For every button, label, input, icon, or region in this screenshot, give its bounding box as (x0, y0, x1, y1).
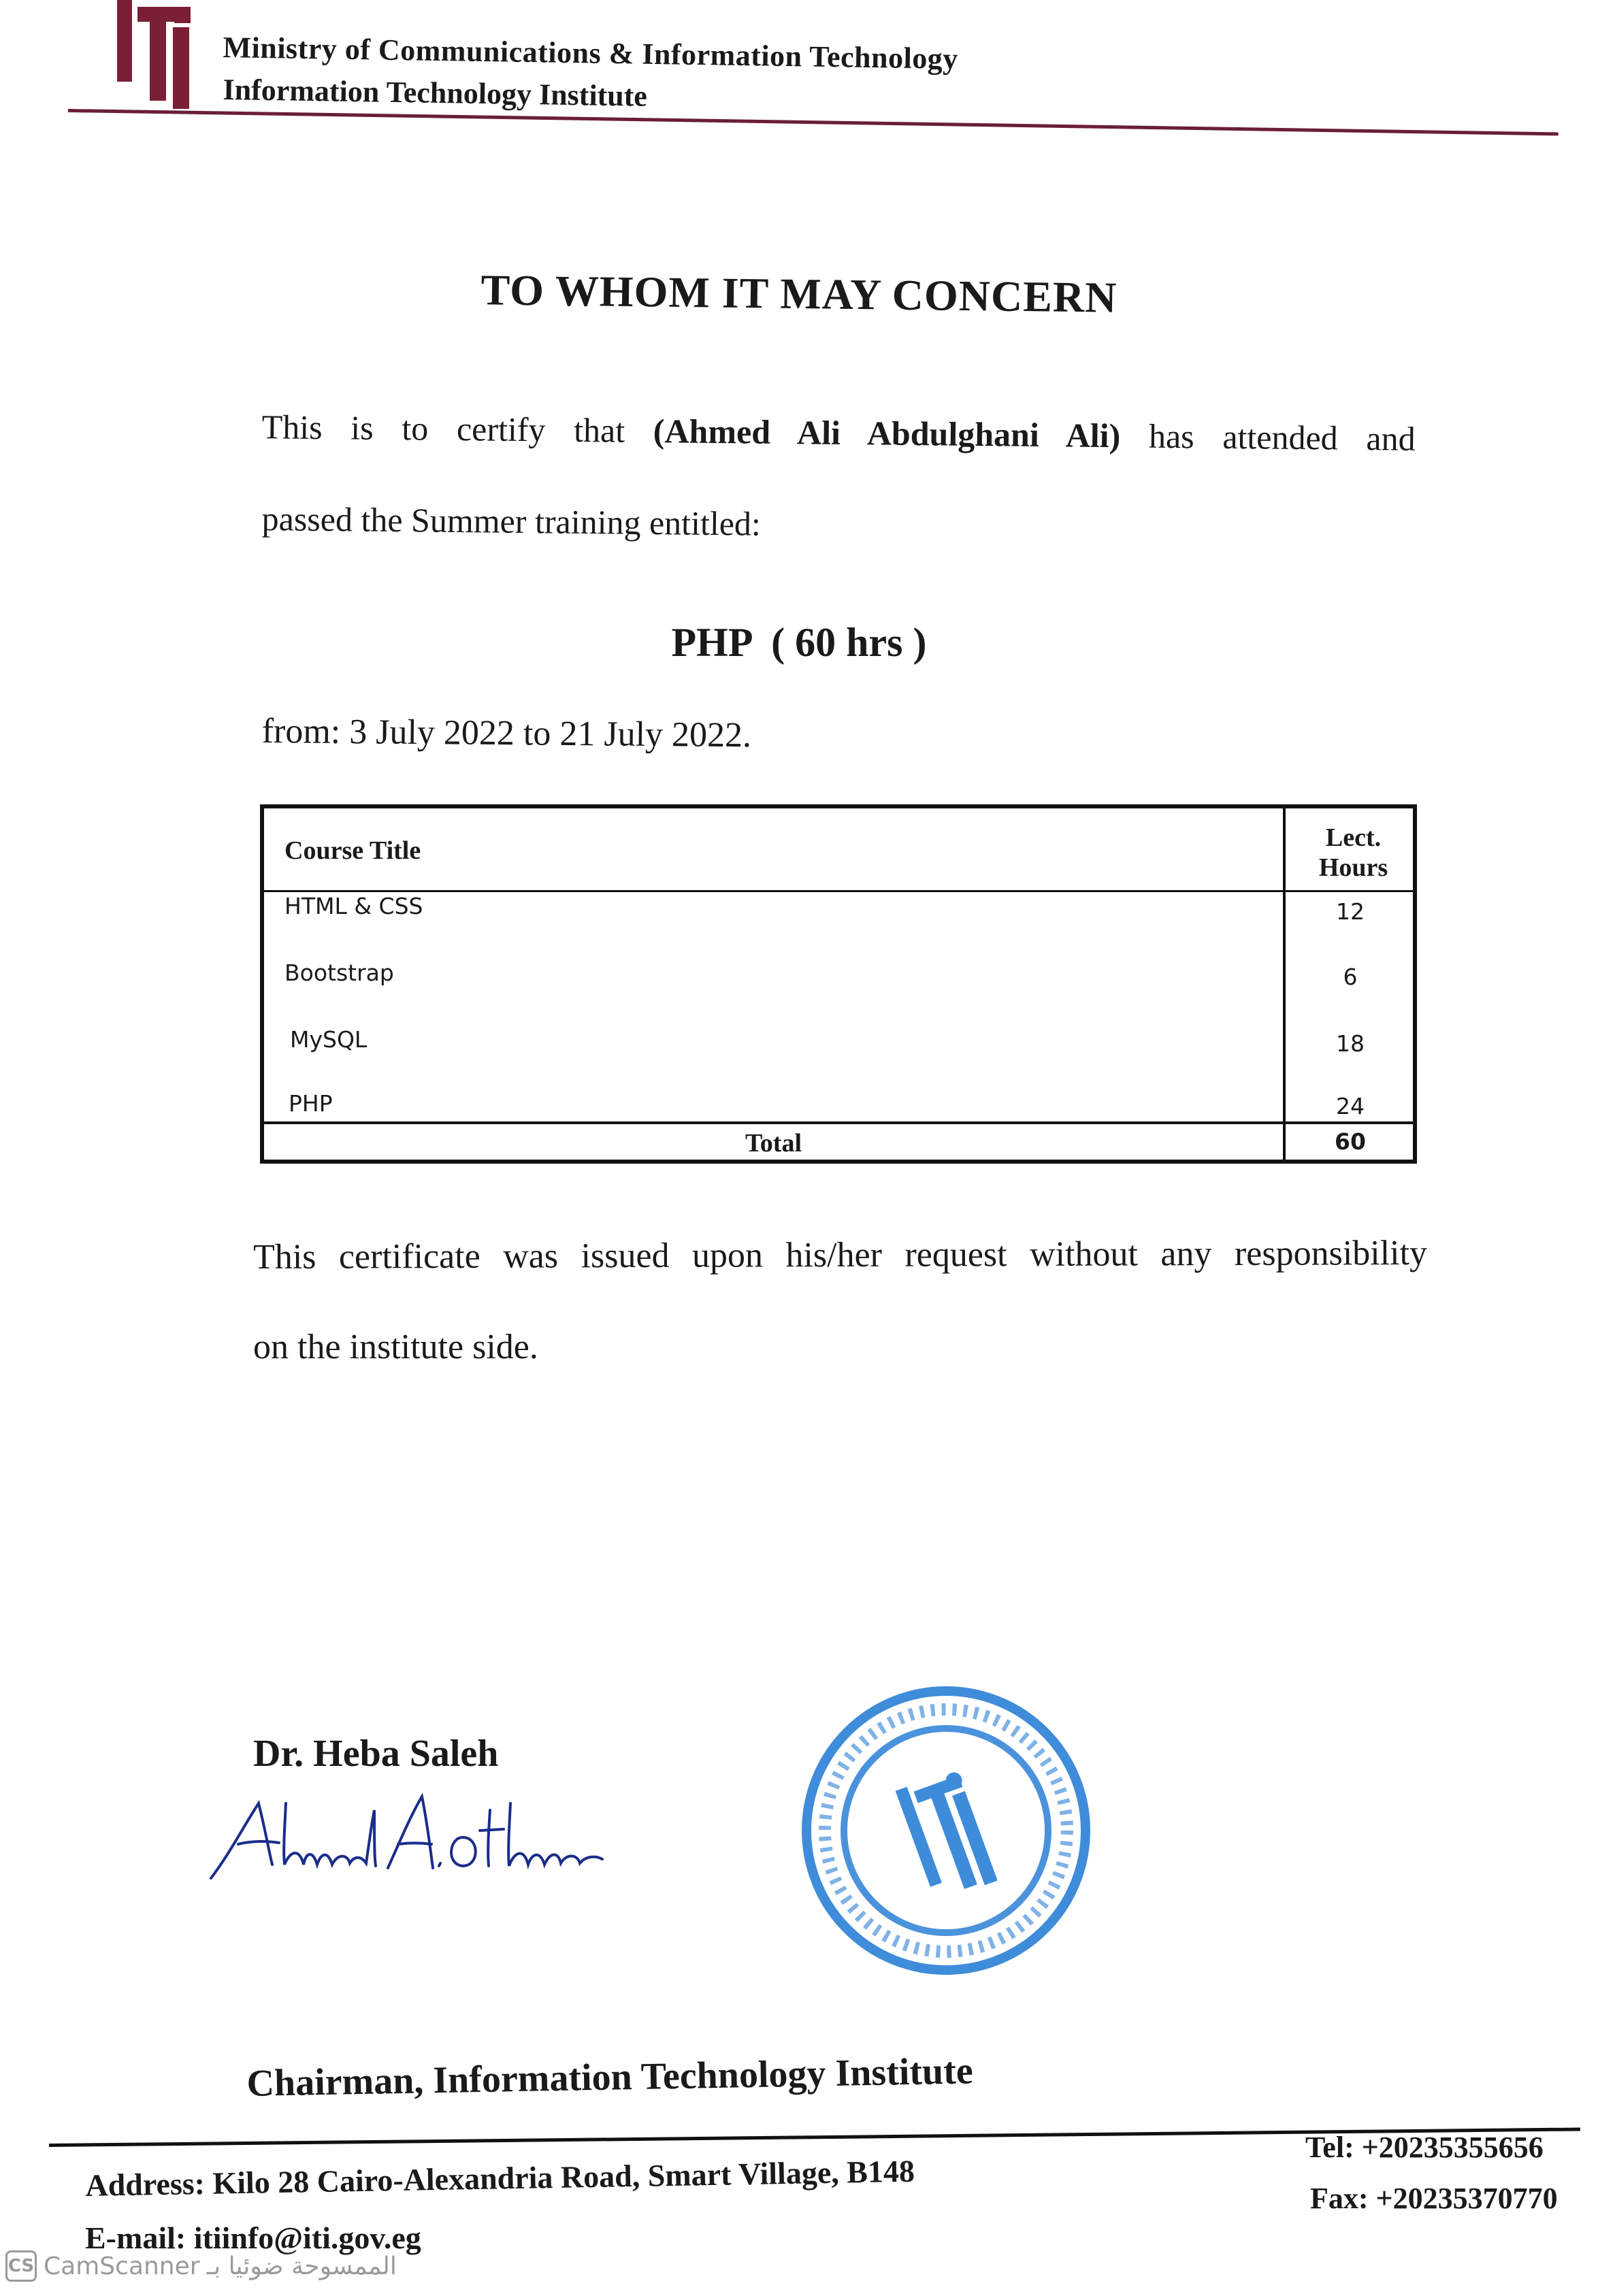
table-row-title: HTML & CSS (284, 893, 423, 919)
certify-line (261, 408, 1415, 458)
course-table (260, 804, 1417, 1164)
table-row-hours: 6 (1343, 964, 1358, 990)
column-header-lect-hours (1286, 823, 1421, 883)
camscanner-icon: CS (5, 2250, 37, 2282)
signer-name: Dr. Heba Saleh (253, 1733, 499, 1775)
footer-fax: Fax: +20235370770 (1310, 2182, 1558, 2215)
iti-seal-icon (789, 1674, 1103, 1987)
total-value: 60 (1335, 1128, 1366, 1155)
table-row-title: PHP (289, 1090, 333, 1117)
certify-suffix: has attended and (1148, 416, 1416, 458)
chairman-title: Chairman, Information Technology Institute (246, 2050, 974, 2105)
header-divider (68, 109, 1559, 135)
certify-prefix: This is to certify that (261, 408, 625, 450)
camscanner-watermark (5, 2246, 397, 2286)
course-name: PHP ( 60 hrs ) (671, 620, 927, 665)
table-header-divider (264, 890, 1413, 892)
column-header-course-title: Course Title (284, 836, 421, 865)
footer-address: Address: Kilo 28 Cairo-Alexandria Road, Smart Village, B148 (85, 2153, 915, 2203)
iti-logo (117, 0, 212, 116)
table-total-divider (264, 1121, 1413, 1124)
disclaimer-line-2: on the institute side. (253, 1328, 538, 1366)
recipient-name: (Ahmed Ali Abdulghani Ali) (653, 412, 1121, 455)
document-title: TO WHOM IT MAY CONCERN (480, 265, 1118, 322)
column-header-lect: Lect. (1325, 823, 1382, 852)
table-row-hours: 24 (1336, 1093, 1365, 1119)
ministry-heading: Ministry of Communications & Information Technology (223, 30, 959, 76)
table-row-hours: 18 (1336, 1030, 1365, 1057)
institute-heading: Information Technology Institute (223, 72, 648, 113)
training-line: passed the Summer training entitled: (261, 499, 762, 543)
column-header-hours: Hours (1318, 853, 1388, 882)
footer-email: E-mail: itiinfo@iti.gov.eg (85, 2220, 421, 2255)
handwritten-signature (204, 1783, 606, 1885)
total-label: Total (745, 1129, 802, 1158)
table-row-hours: 12 (1336, 898, 1365, 925)
footer-phone: Tel: +20235355656 (1305, 2131, 1544, 2164)
camscanner-label: CamScanner (44, 2252, 200, 2280)
table-row-title: MySQL (290, 1026, 368, 1053)
training-dates: from: 3 July 2022 to 21 July 2022. (261, 712, 752, 755)
table-row-title: Bootstrap (284, 960, 394, 986)
disclaimer-line-1: This certificate was issued upon his/her request without any responsibility (252, 1233, 1428, 1277)
camscanner-arabic: الممسوحة ضوئيا بـ (206, 2252, 397, 2280)
